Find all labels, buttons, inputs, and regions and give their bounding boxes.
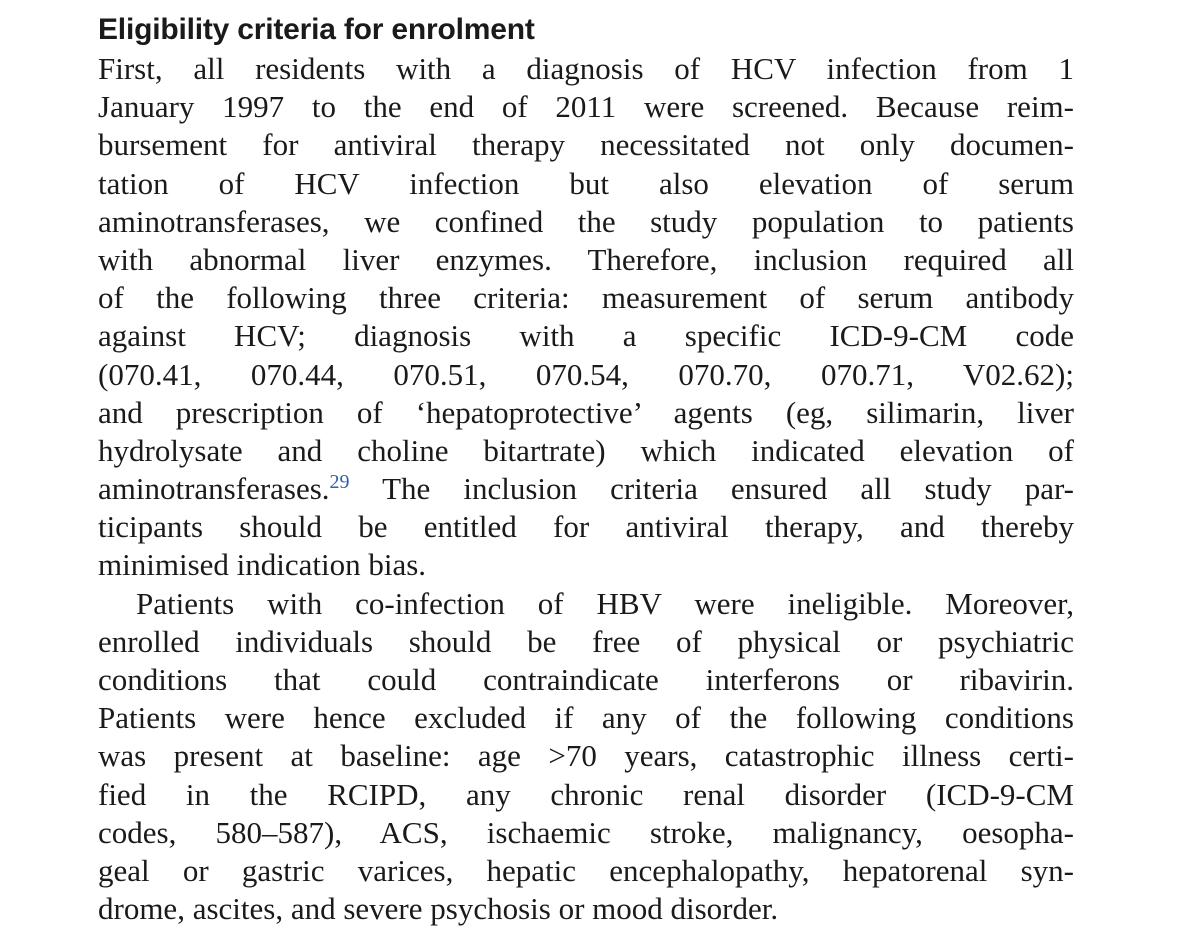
text-line: codes, 580–587), ACS, ischaemic stroke, malignancy, oesopha- — [98, 814, 1074, 850]
text-line: conditions that could contraindicate interferons or ribavirin. — [98, 662, 1074, 697]
text-line: aminotransferases, we confined the study population to patients — [98, 203, 1074, 239]
text-line: geal or gastric varices, hepatic encephalopathy, hepatorenal syn- — [98, 852, 1074, 888]
section-heading: Eligibility criteria for enrolment — [98, 13, 535, 46]
paragraph-exclusion-criteria — [98, 585, 1074, 929]
text-line: enrolled individuals should be free of physical or psychiatric — [98, 623, 1074, 659]
text-line: January 1997 to the end of 2011 were screened. Because reim- — [98, 89, 1074, 125]
text-line: against HCV; diagnosis with a specific ICD-9-CM code — [98, 318, 1074, 354]
paragraph-eligibility-criteria — [98, 50, 1074, 585]
text-line: fied in the RCIPD, any chronic renal disorder (ICD-9-CM — [98, 776, 1074, 812]
text-line: First, all residents with a diagnosis of HCV infection from 1 — [98, 51, 1074, 86]
text-line: hydrolysate and choline bitartrate) which indicated elevation of — [98, 432, 1074, 468]
text-line: Patients with co-infection of HBV were ineligible. Moreover, — [136, 585, 1074, 621]
text-line: ticipants should be entitled for antiviral therapy, and thereby — [98, 509, 1074, 545]
text-fragment: aminotransferases. — [98, 471, 330, 507]
text-line: (070.41, 070.44, 070.51, 070.54, 070.70, 070.71, V02.62); — [98, 356, 1074, 392]
text-line: tation of HCV infection but also elevation of serum — [98, 165, 1074, 201]
text-line: of the following three criteria: measurement of serum antibody — [98, 280, 1074, 316]
text-line-with-reference — [98, 470, 1074, 508]
article-section — [98, 10, 1074, 928]
text-line: Patients were hence excluded if any of the following conditions — [98, 700, 1074, 736]
text-line: with abnormal liver enzymes. Therefore, inclusion required all — [98, 241, 1074, 277]
text-line: was present at baseline: age >70 years, catastrophic illness certi- — [98, 738, 1074, 774]
reference-link-29[interactable]: 29 — [329, 471, 350, 494]
text-line: drome, ascites, and severe psychosis or mood disorder. — [98, 891, 779, 927]
text-fragment: The inclusion criteria ensured all study par- — [349, 471, 1074, 507]
text-line: bursement for antiviral therapy necessitated not only documen- — [98, 127, 1074, 163]
text-line: minimised indication bias. — [98, 547, 427, 583]
text-line: and prescription of ‘hepatoprotective’ agents (eg, silimarin, liver — [98, 394, 1074, 430]
